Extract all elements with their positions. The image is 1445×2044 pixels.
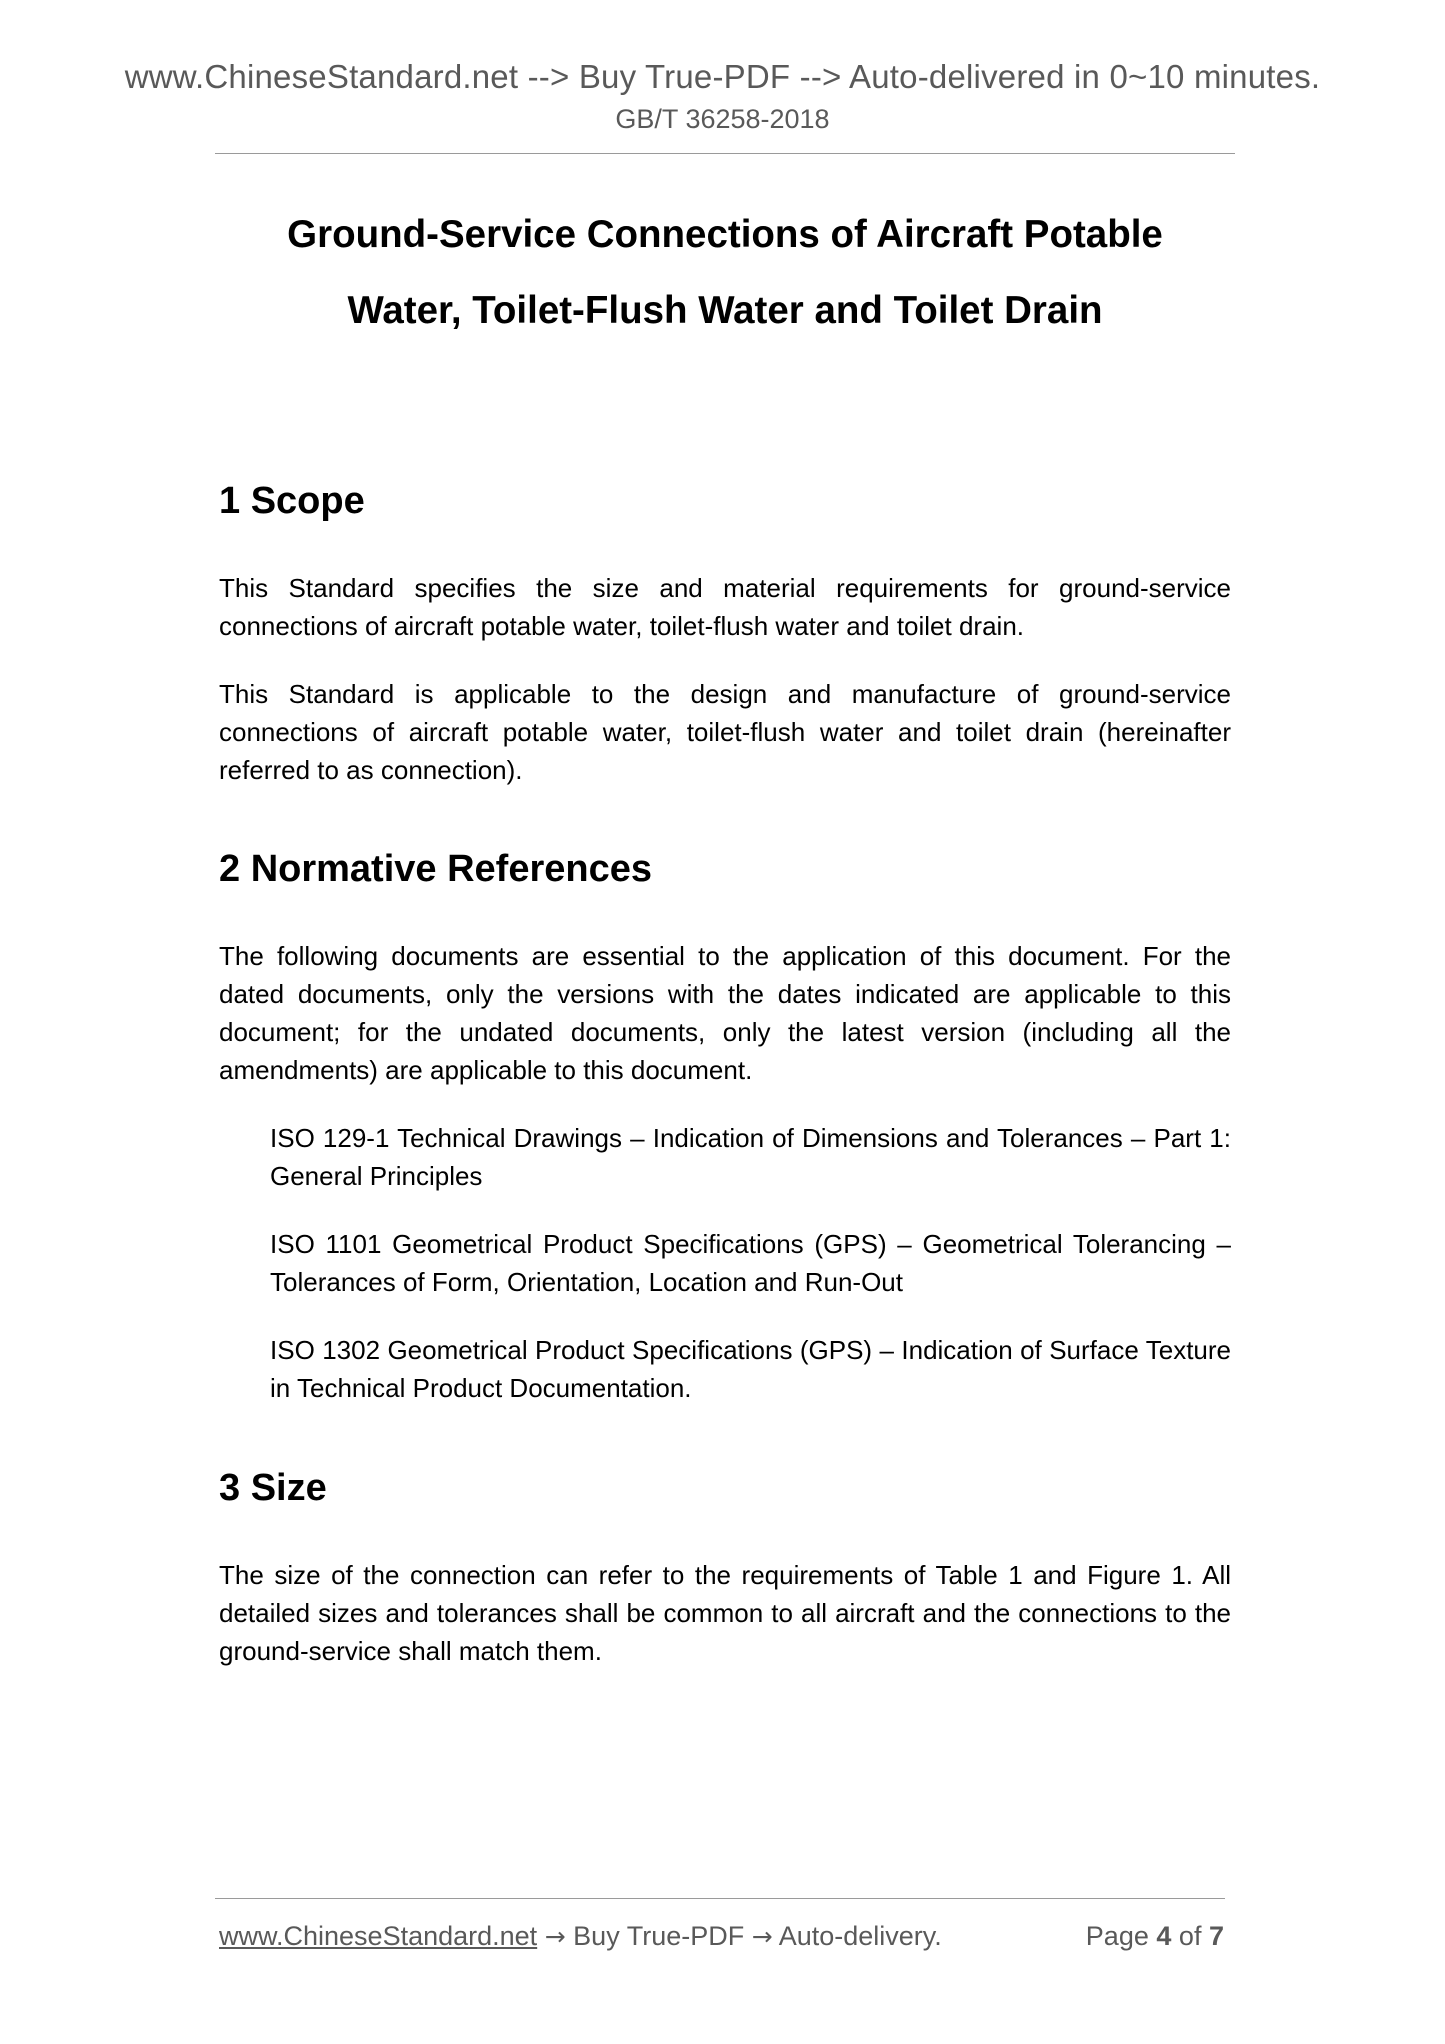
- footer-promo: [219, 1921, 942, 1952]
- page-indicator: [1086, 1921, 1224, 1952]
- arrow-right-icon: →: [751, 1922, 773, 1951]
- reference-item-iso-1101: ISO 1101 Geometrical Product Specifications (GPS) – Geometrical Tolerancing – Tolerances of Form, Orientation, Location and Run-Out: [270, 1229, 1231, 1297]
- size-paragraph: The size of the connection can refer to the requirements of Table 1 and Figure 1. All detailed sizes and tolerances shall be common to all aircraft and the connections to the ground-service shall match them.: [219, 1560, 1231, 1666]
- section-heading-size: 3 Size: [219, 1467, 327, 1509]
- section-heading-scope: 1 Scope: [219, 480, 365, 522]
- footer-delivery-text: Auto-delivery.: [778, 1921, 942, 1951]
- scope-paragraph-1: This Standard specifies the size and material requirements for ground-service connections of aircraft potable water, toilet-flush water and toilet drain.: [219, 573, 1231, 641]
- footer-divider: [215, 1898, 1225, 1899]
- scope-paragraph-2: This Standard is applicable to the design and manufacture of ground-service connections of aircraft potable water, toilet-flush water and toilet drain (hereinafter referred to as connection).: [219, 679, 1231, 785]
- header-divider: [215, 153, 1235, 154]
- arrow-right-icon: →: [544, 1922, 566, 1951]
- standard-number: GB/T 36258-2018: [615, 104, 830, 134]
- header-banner: www.ChineseStandard.net --> Buy True-PDF --> Auto-delivered in 0~10 minutes.: [124, 58, 1321, 95]
- document-title-line-2: Water, Toilet-Flush Water and Toilet Drain: [347, 289, 1103, 332]
- page-of-label: of: [1178, 1921, 1202, 1951]
- page-current: 4: [1156, 1921, 1172, 1951]
- page-total: 7: [1208, 1921, 1224, 1951]
- document-title-line-1: Ground-Service Connections of Aircraft Potable: [287, 213, 1163, 256]
- footer-buy-text: Buy True-PDF: [573, 1921, 745, 1951]
- reference-item-iso-1302: ISO 1302 Geometrical Product Specifications (GPS) – Indication of Surface Texture in Technical Product Documentation.: [270, 1335, 1231, 1403]
- reference-item-iso-129-1: ISO 129-1 Technical Drawings – Indication of Dimensions and Tolerances – Part 1: General Principles: [270, 1123, 1231, 1191]
- footer-website-link[interactable]: www.ChineseStandard.net: [219, 1921, 538, 1951]
- page-label: Page: [1085, 1921, 1149, 1951]
- normative-paragraph: The following documents are essential to the application of this document. For the dated documents, only the versions with the dates indicated are applicable to this document; for the undated documents, only the latest version (including all the amendments) are applicable to this document.: [219, 941, 1231, 1085]
- section-heading-normative-references: 2 Normative References: [219, 848, 652, 890]
